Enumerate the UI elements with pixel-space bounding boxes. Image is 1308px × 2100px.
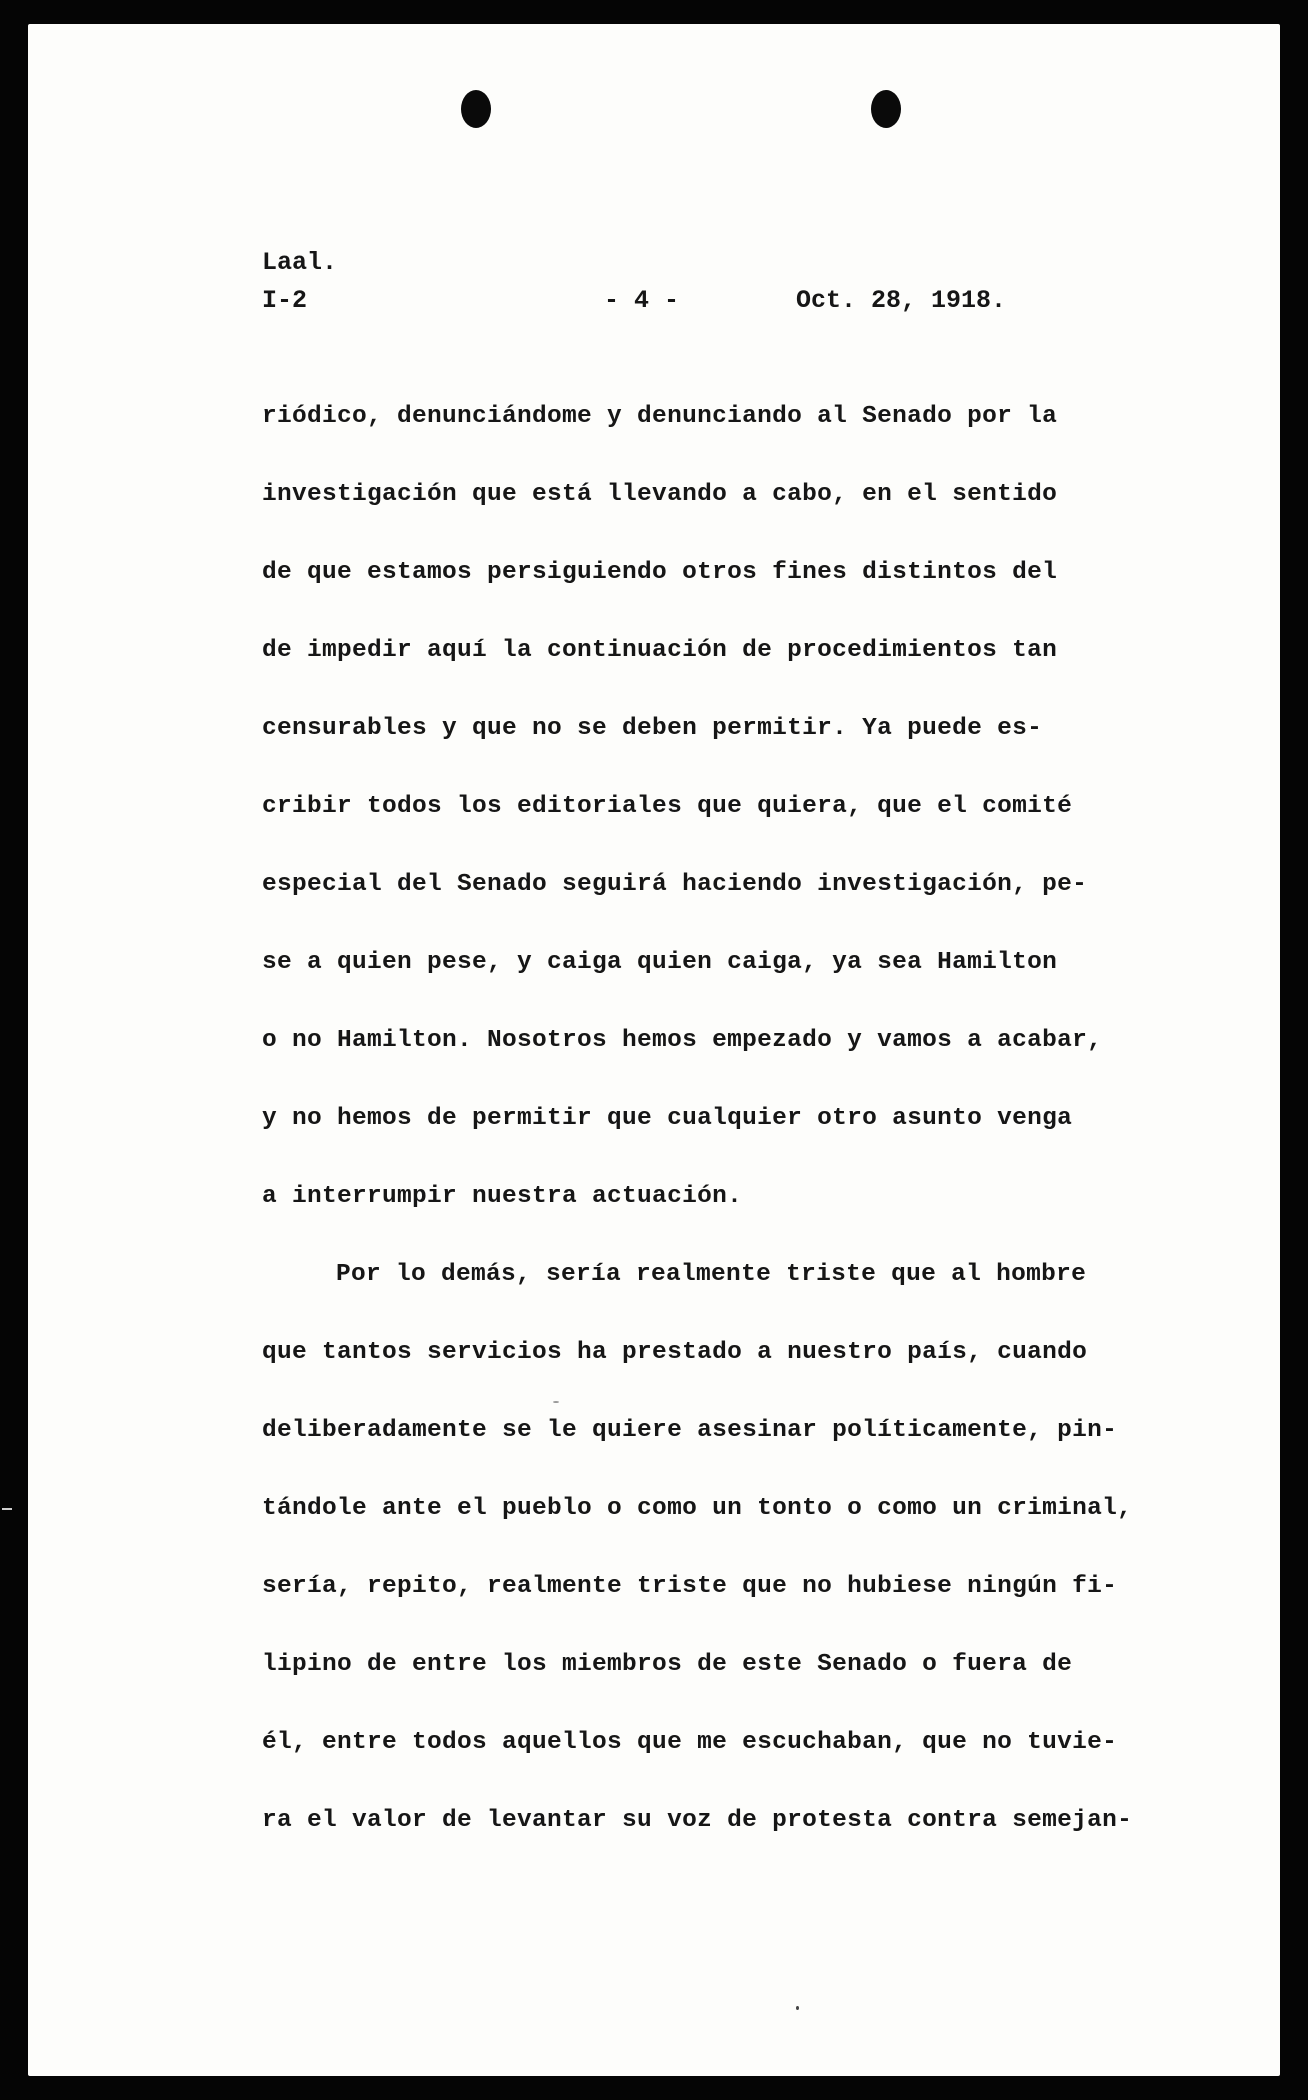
text-line: él, entre todos aquellos que me escuchaban, que no tuvie- [262,1729,1118,1756]
header-code: I-2 [262,286,308,315]
ink-speck [553,1401,559,1403]
text-line: se a quien pese, y caiga quien caiga, ya sea Hamilton [262,949,1058,976]
ink-speck [796,2006,799,2010]
text-line: o no Hamilton. Nosotros hemos empezado y vamos a acabar, [262,1027,1103,1054]
text-line: cribir todos los editoriales que quiera, que el comité [262,793,1073,820]
text-line: lipino de entre los miembros de este Senado o fuera de [262,1651,1073,1678]
text-line: que tantos servicios ha prestado a nuestro país, cuando [262,1339,1088,1366]
text-line: investigación que está llevando a cabo, en el sentido [262,481,1058,508]
paragraph-start-line: Por lo demás, sería realmente triste que al hombre [336,1261,1087,1288]
text-line: especial del Senado seguirá haciendo investigación, pe- [262,871,1088,898]
margin-mark [2,1508,12,1510]
header-initials: Laal. [262,248,338,277]
text-line: tándole ante el pueblo o como un tonto o como un criminal, [262,1495,1133,1522]
body-text [262,378,1202,1860]
text-line: ra el valor de levantar su voz de protesta contra semejan- [262,1807,1133,1834]
text-line: y no hemos de permitir que cualquier otro asunto venga [262,1105,1073,1132]
text-line: de que estamos persiguiendo otros fines distintos del [262,559,1058,586]
punch-hole-right [871,90,901,128]
text-line: deliberadamente se le quiere asesinar políticamente, pin- [262,1417,1118,1444]
text-line: riódico, denunciándome y denunciando al Senado por la [262,403,1058,430]
text-line: a interrumpir nuestra actuación. [262,1183,743,1210]
text-line: sería, repito, realmente triste que no hubiese ningún fi- [262,1573,1118,1600]
header-date: Oct. 28, 1918. [796,286,1007,315]
text-line: de impedir aquí la continuación de procedimientos tan [262,637,1058,664]
punch-hole-left [461,90,491,128]
text-line: censurables y que no se deben permitir. Ya puede es- [262,715,1043,742]
page-number: - 4 - [604,286,680,315]
